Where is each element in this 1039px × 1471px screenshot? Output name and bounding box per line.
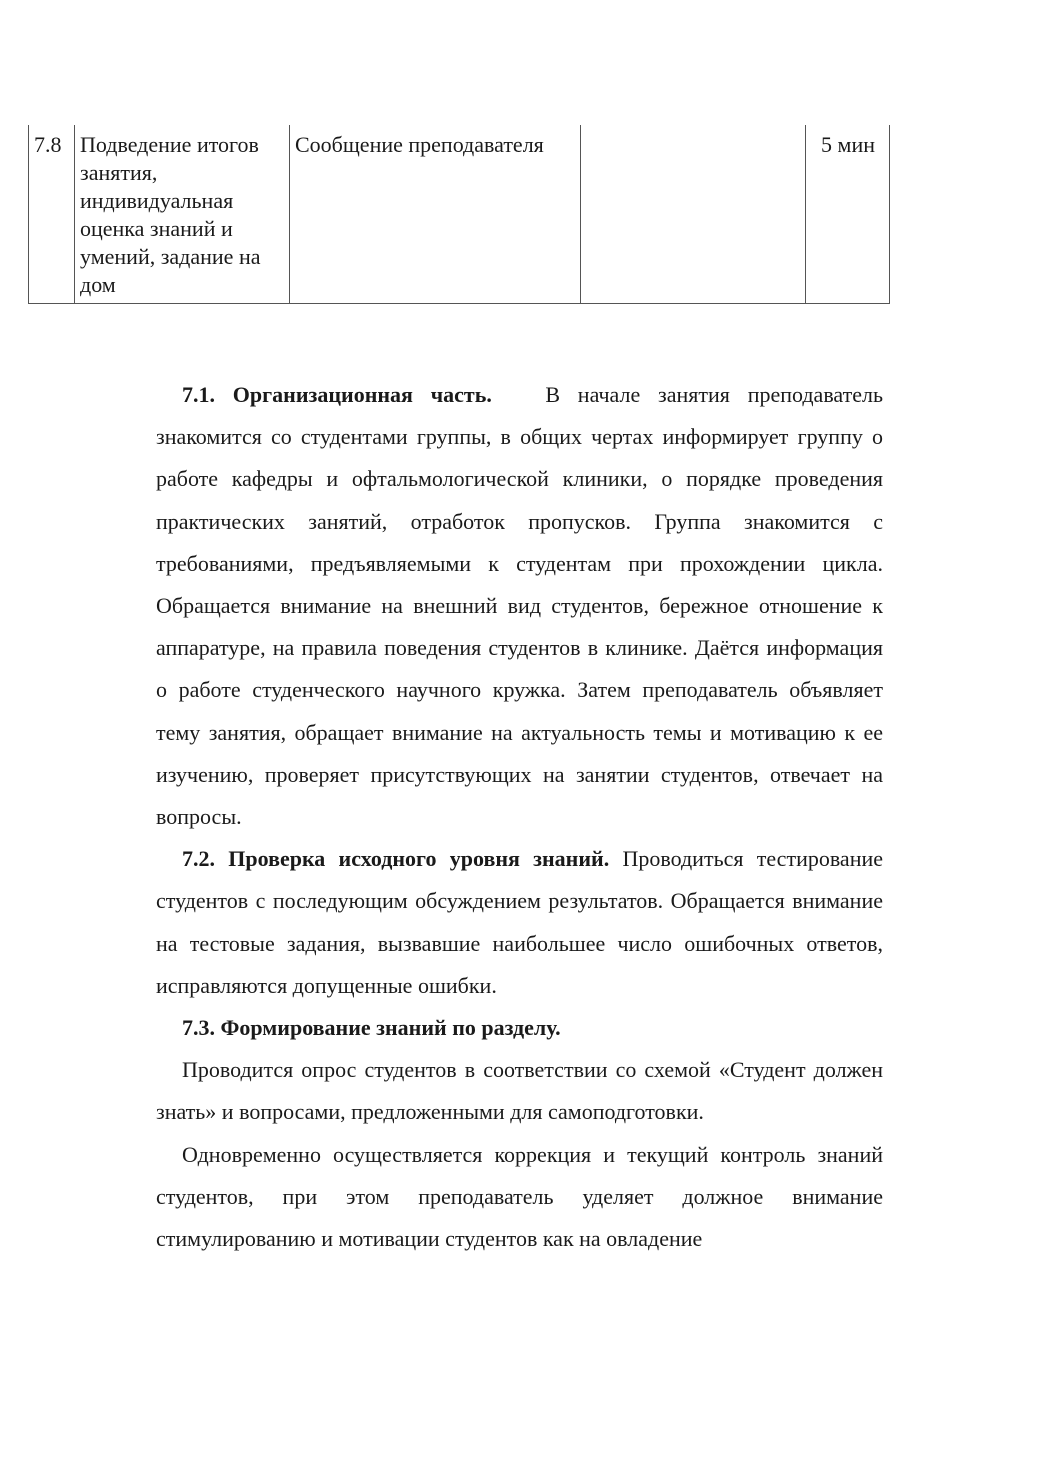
lesson-plan-table	[28, 125, 890, 304]
section-7-3-heading-paragraph	[156, 1007, 883, 1049]
method-cell: Сообщение преподавателя	[290, 125, 581, 304]
section-7-2-heading: 7.2. Проверка исходного уровня знаний.	[182, 846, 610, 872]
section-7-3-paragraph-1: Проводится опрос студентов в соответствии со схемой «Студент должен знать» и вопросами, предложенными для самоподготовки.	[156, 1057, 883, 1125]
table-row	[29, 125, 890, 304]
section-7-1-heading: 7.1. Организационная часть.	[182, 382, 492, 407]
document-body	[156, 374, 883, 1260]
section-7-1-text: В начале занятия преподаватель знакомится со студентами группы, в общих чертах информирует группу о работе кафедры и офтальмологической клиники, о порядке проведения практических занятий, отработок пропусков. Группа знакомится с требованиями, предъявляемыми к студентам при прохождении цикла. Обращается внимание на внешний вид студентов, бережное отношение к аппаратуре, на правила поведения студентов в клинике. Даётся информация о работе студенческого научного кружка. Затем преподаватель объявляет тему занятия, обращает внимание на актуальность темы и мотивацию к ее изучению, проверяет присутствующих на занятии студентов, отвечает на вопросы.	[156, 382, 884, 830]
empty-cell	[581, 125, 806, 304]
section-7-3-heading: 7.3. Формирование знаний по разделу.	[182, 1015, 561, 1041]
section-7-1-paragraph	[156, 374, 883, 838]
section-7-2-text: Проводиться тестирование студентов с последующим обсуждением результатов. Обращается внимание на тестовые задания, вызвавшие наибольшее число ошибочных ответов, исправляются допущенные ошибки.	[156, 846, 884, 998]
time-cell: 5 мин	[806, 125, 890, 304]
row-number-cell: 7.8	[29, 125, 75, 304]
section-7-2-paragraph	[156, 838, 883, 1007]
section-7-3-paragraph-2: Одновременно осуществляется коррекция и текущий контроль знаний студентов, при этом преподаватель уделяет должное внимание стимулированию и мотивации студентов как на овладение	[156, 1141, 883, 1252]
stage-cell: Подведение итогов занятия, индивидуальная оценка знаний и умений, задание на дом	[75, 125, 290, 304]
